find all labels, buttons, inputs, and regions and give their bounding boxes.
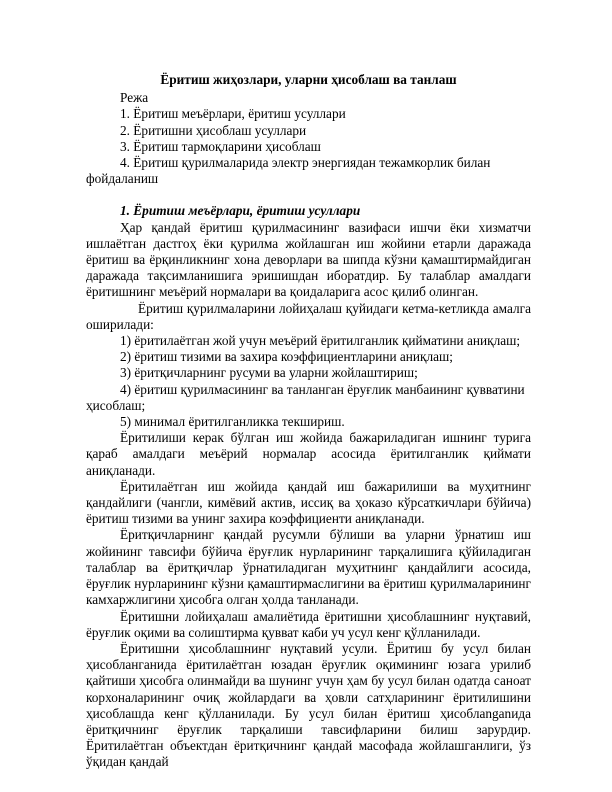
document-title: Ёритиш жиҳозлари, уларни ҳисоблаш ва танлаш <box>160 72 457 87</box>
plan-item-4: 4. Ёритиш қурилмаларида электр энергиядан тежамкорлик билан фойдаланиш <box>86 155 491 187</box>
step-1: 1) ёритилаётган жой учун меъёрий ёритилганлик қийматини аниқлаш; <box>120 333 521 349</box>
plan-item-1: 1. Ёритиш меъёрлари, ёритиш усуллари <box>120 106 346 122</box>
document-body <box>86 64 531 771</box>
paragraph-4: Ёритилаётган иш жойида қандай иш бажарилиши ва муҳитнинг қандайлиги (чангли, кимёвий актив, иссиқ ва ҳоказо кўрсаткичлари бўйича) ёритиш тизими ва унинг захира коэффициенти аниқланади. <box>86 478 531 527</box>
paragraph-7: Ёритишни ҳисоблашнинг нуқтавий усули. Ёритиш бу усул билан ҳисобланганида ёритилаётган юзадан ёруғлик оқимининг юзага урилиб қайтиши ҳисобга олинмайди ва шунинг учун ҳам бу усул билан одатда саноат корхоналарининг очиқ жойлардаги ва ҳовли сатҳларининг ёритилишини ҳисоблашда кенг қўлланилади. Бу усул билан ёритиш ҳисоблanganида ёритқичнинг ёруғлик тарқалиши тавсифларини билиш зарурдир. Ёритилаётган объектдан ёритқичнинг қандай масофада жойлашганлиги, ўз ўқидан қандай <box>86 640 531 770</box>
step-2: 2) ёритиш тизими ва захира коэффициентларини аниқлаш; <box>120 349 453 365</box>
step-3: 3) ёритқичларнинг русуми ва уларни жойлаштириш; <box>120 365 418 381</box>
step-5: 5) минимал ёритилганликка текшириш. <box>120 414 345 430</box>
paragraph-2: Ёритиш қурилмаларини лойиҳалаш қуйидаги кетма-кетликда амалга оширилади: <box>86 300 531 332</box>
plan-item-3: 3. Ёритиш тармоқларини ҳисоблаш <box>120 138 321 154</box>
step-4: 4) ёритиш қурилмасининг ва танланган ёруғлик манбаининг қувватини ҳисоблаш; <box>86 381 525 413</box>
paragraph-5: Ёритқичларнинг қандай русумли бўлиши ва уларни ўрнатиш иш жойининг тавсифи бўйича ёруғлик нурларининг тарқалишига қўйиладиган талаблар ва ёритқичлар ўрнатиладиган муҳитнинг қандайлиги асосида, ёруғлик нурларининг кўзни қамаштирмаслигини ва ёритиш қурилмаларининг камхаржлигини ҳисобга олган ҳолда танланади. <box>86 527 531 608</box>
plan-item-2: 2. Ёритишни ҳисоблаш усуллари <box>120 122 307 138</box>
paragraph-6: Ёритишни лойиҳалаш амалиётида ёритишни ҳисоблашнинг нуқтавий, ёруғлик оқими ва солиштирма қувват каби уч усул кенг қўлланилади. <box>86 608 531 640</box>
paragraph-3: Ёритилиши керак бўлган иш жойида бажариладиган ишнинг турига қараб амалдаги меъёрий нормалар асосида ёритилганлик қиймати аниқланади. <box>86 430 531 478</box>
plan-label: Режа <box>120 90 149 106</box>
paragraph-1: Ҳар қандай ёритиш қурилмасининг вазифаси ишчи ёки хизматчи ишлаётган дастгоҳ ёки қурилма жойлашган иш жойини етарли даражада ёритиш ва ёрқинликнинг хона деворлари ва шипда кўзни қамаштирмайдиган даражада тақсимланишига эришишдан иборатдир. Бу талаблар амалдаги ёритишнинг меъёрий нормалари ва қоидаларига асос қилиб олинган. <box>86 219 531 300</box>
section-heading: 1. Ёритиш меъёрлари, ёритиш усуллари <box>120 203 361 219</box>
